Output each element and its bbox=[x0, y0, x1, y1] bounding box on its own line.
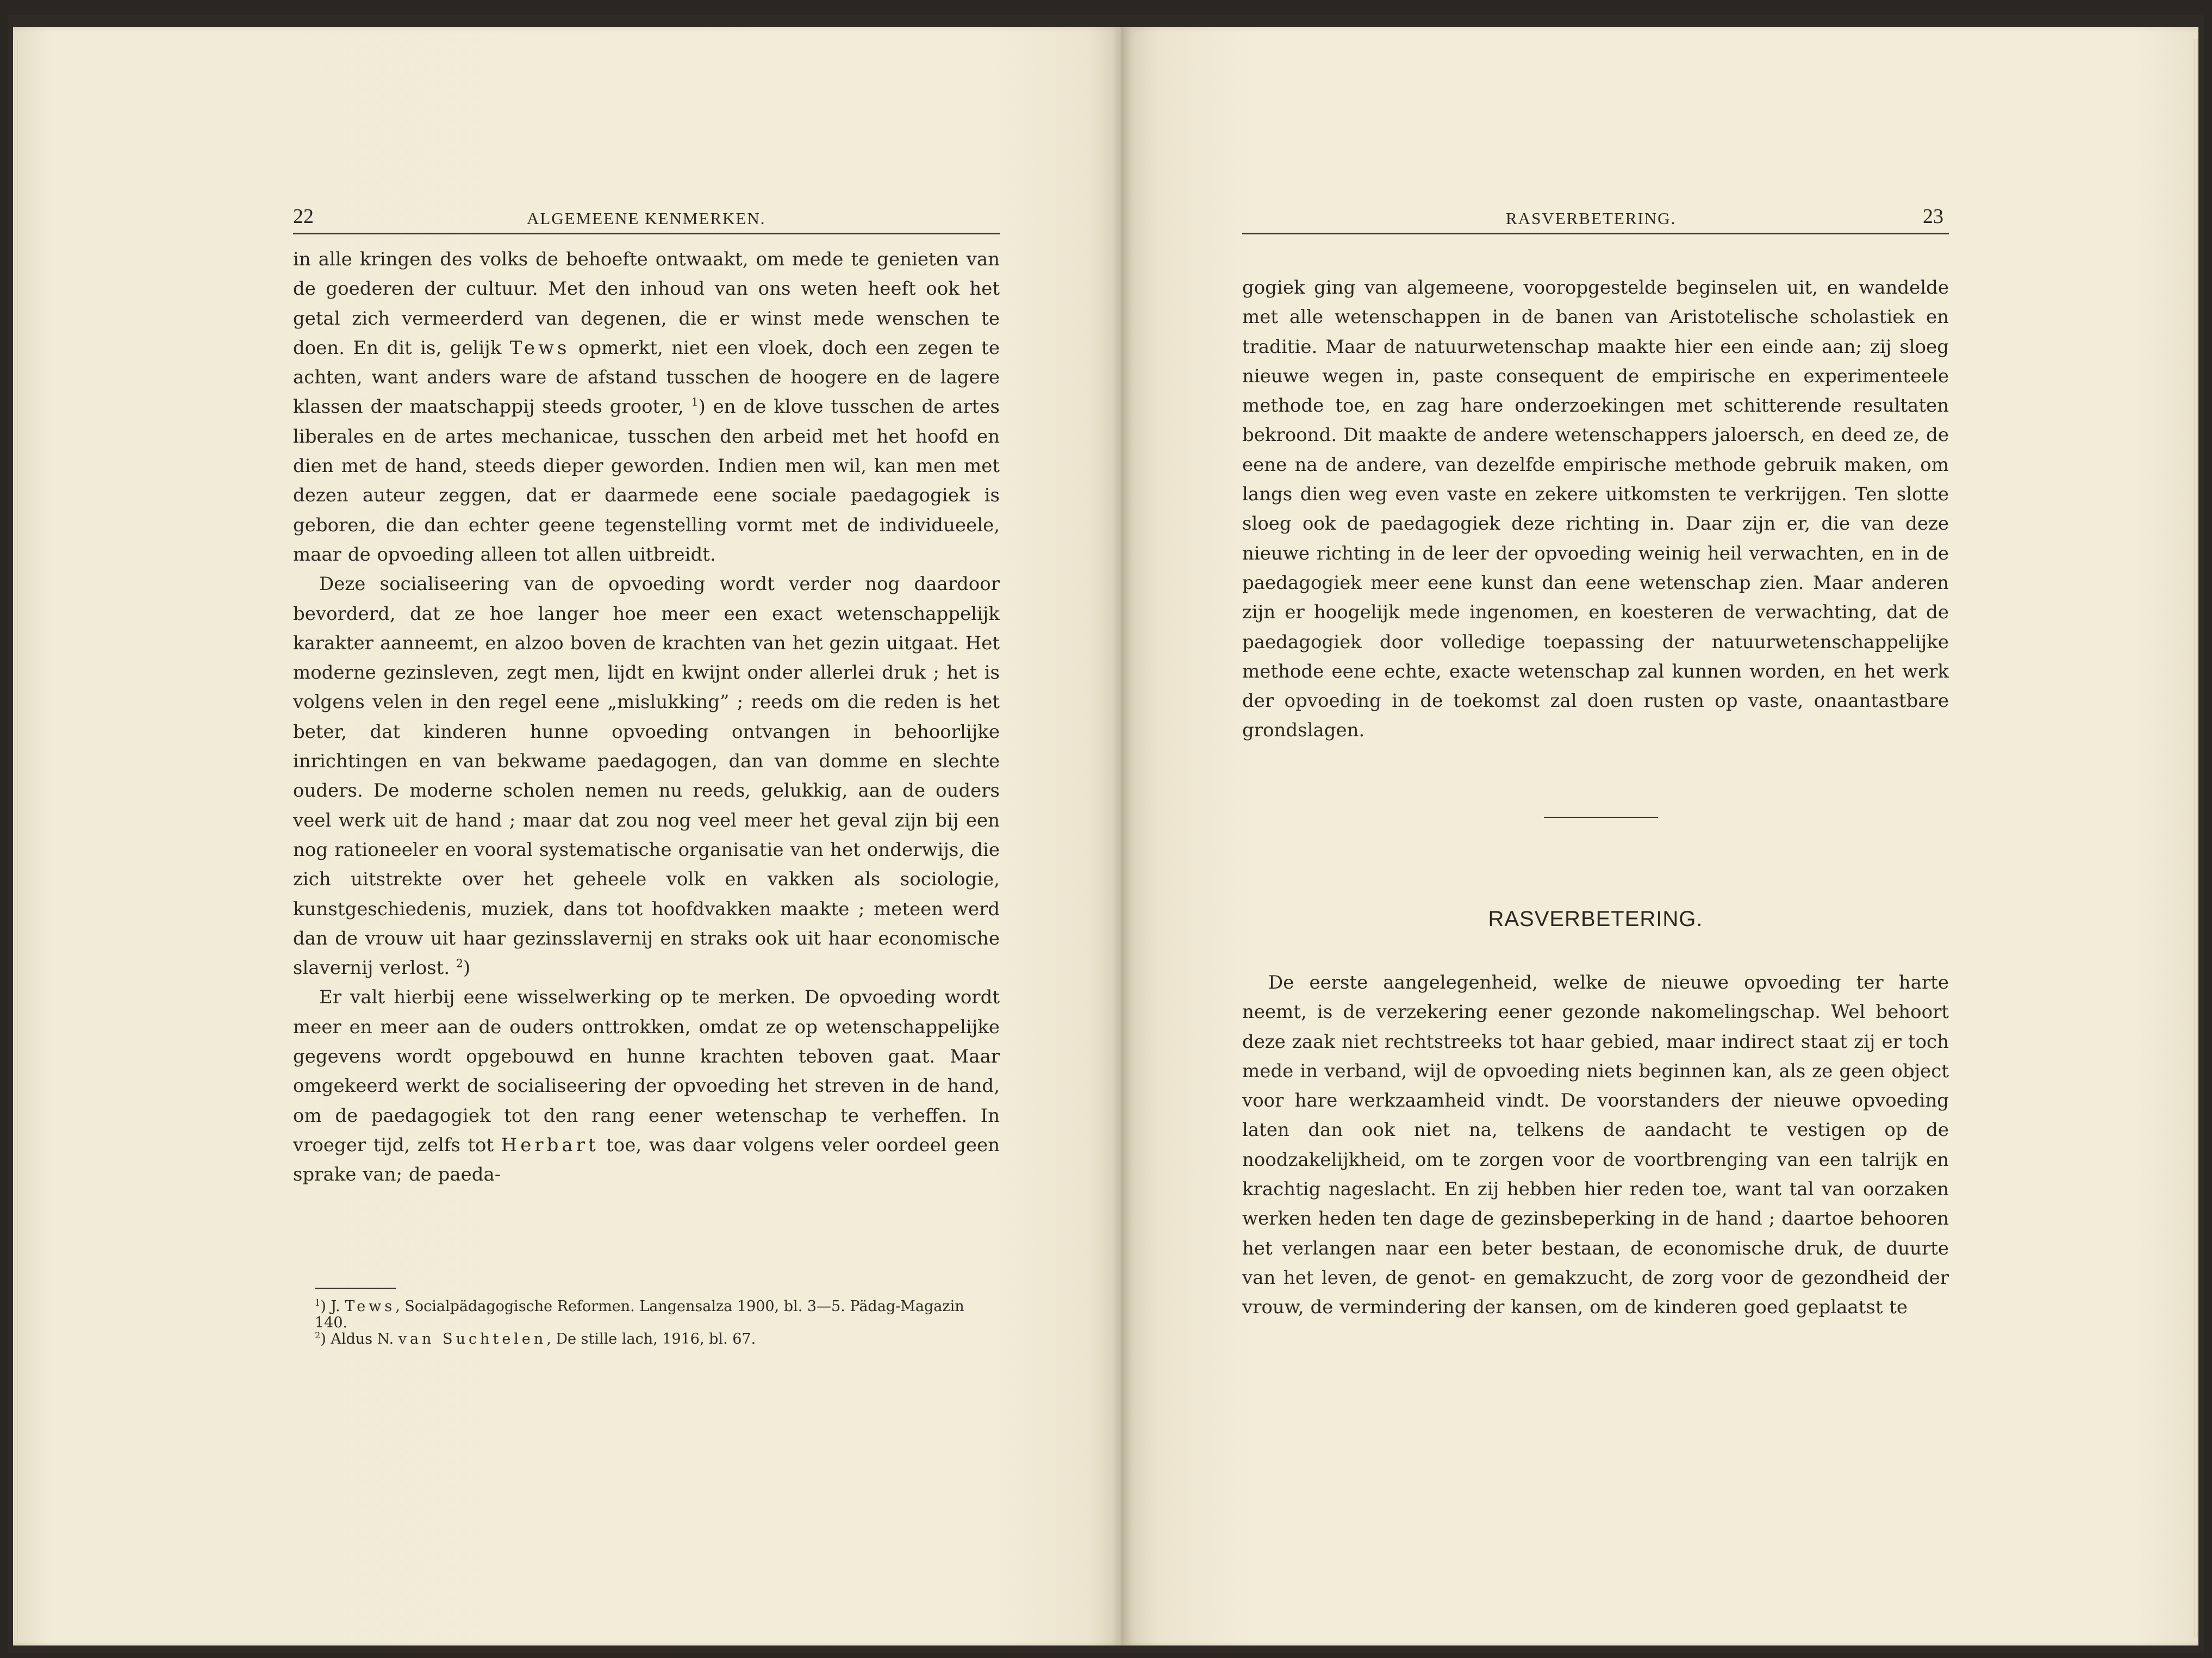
text-run: toe, was daar volgens veler oordeel geen sprake van; de paeda- bbox=[293, 1134, 1000, 1186]
paragraph bbox=[293, 569, 1000, 983]
page-number: 22 bbox=[293, 205, 314, 228]
running-head-right bbox=[1242, 200, 1949, 234]
right-body-text bbox=[1242, 273, 1949, 746]
text-run: ) en de klove tusschen de artes liberales en de artes mechanicae, tusschen den arbeid met het hoofd en dien met de hand, steeds dieper geworden. Indien men wil, kan men met dezen auteur zeggen, dat er daarmede eene sociale paedagogiek is geboren, die dan echter geene tegenstelling vormt met de individueele, maar de opvoeding alleen tot allen uitbreidt. bbox=[293, 396, 1000, 566]
text-run: Deze socialiseering van de opvoeding wordt verder nog daardoor bevorderd, dat ze hoe langer hoe meer een exact wetenschappelijk karakter aanneemt, en alzoo boven de krachten van het gezin uitgaat. Het moderne gezinsleven, zegt men, lijdt en kwijnt onder allerlei druk ; het is volgens velen in den regel eene „mislukking” ; reeds om die reden is het beter, dat kinderen hunne opvoeding ontvangen in behoorlijke inrichtingen en van bekwame paedagogen, dan van domme en slechte ouders. De moderne scholen nemen nu reeds, gelukkig, aan de ouders veel werk uit de hand ; maar dat zou nog veel meer het geval zijn bij een nog rationeeler en vooral systematische organisatie van het onderwijs, die zich uitstrekte over het geheele volk en vakken als sociologie, kunstgeschiedenis, muziek, dans tot hoofdvakken maakte ; meteen werd dan de vrouw uit haar gezinsslavernij en straks ook uit haar economische slavernij verlost. bbox=[293, 573, 1000, 979]
footnote-marker: 1 bbox=[691, 396, 699, 409]
running-head-left bbox=[293, 200, 1000, 234]
page-edge bbox=[13, 39, 18, 1638]
left-page bbox=[13, 27, 1120, 1645]
text-run: gogiek ging van algemeene, vooropgestelde beginselen uit, en wandelde met alle wetenschappen in de banen van Aristotelische scholastiek en traditie. Maar de natuurwetenschap maakte hier een einde aan; zij sloeg nieuwe wegen in, paste consequent de empirische en experimenteele methode toe, en zag hare onderzoekingen met schitterende resultaten bekroond. Dit maakte de andere wetenschappers jaloersch, en deed ze, de eene na de andere, van dezelfde empirische methode gebruik maken, om langs dien weg even vaste en zekere uitkomsten te verkrijgen. Ten slotte sloeg ook de paedagogiek deze richting in. Daar zijn er, die van deze nieuwe richting in de leer der opvoeding weinig heil verwachten, en in de paedagogiek meer eene kunst dan eene wetenschap zien. Maar anderen zijn er hoogelijk mede ingenomen, en koesteren de verwachting, dat de paedagogiek door volledige toepassing der natuurwetenschappelijke methode eene echte, exacte wetenschap zal kunnen worden, en het werk der opvoeding in de toekomst zal doen rusten op vaste, onaantastbare grondslagen. bbox=[1242, 277, 1949, 742]
footnote-marker: 2 bbox=[315, 1330, 321, 1340]
footnote-rule bbox=[315, 1288, 396, 1289]
paragraph bbox=[293, 245, 1000, 569]
text-run: De eerste aangelegenheid, welke de nieuwe opvoeding ter harte neemt, is de verzekering eener gezonde nakomelingschap. Wel behoort deze zaak niet rechtstreeks tot haar gebied, maar indirect staat zij er toch mede in verband, wijl de opvoeding niets beginnen kan, als ze geen object voor hare werkzaamheid vindt. De voorstanders der nieuwe opvoeding laten dan ook niet na, telkens de aandacht te vestigen op de noodzakelijkheid, om te zorgen voor de voortbrenging van een talrijk en krachtig nageslacht. En zij hebben hier reden toe, want tal van oorzaken werken heden ten dage de gezinsbeperking in de hand ; daartoe behooren het verlangen naar een beter bestaan, de economische druk, de duurte van het leven, de genot- en gemakzucht, de zorg voor de gezondheid der vrouw, de vermindering der kansen, om de kinderen goed geplaatst te bbox=[1242, 972, 1949, 1319]
section-body-text bbox=[1242, 968, 1949, 1322]
text-run: ) Aldus N. bbox=[320, 1331, 398, 1347]
text-run: in alle kringen des volks de behoefte ontwaakt, om mede te genieten van de goederen der cultuur. Met den inhoud van ons weten heeft ook het getal zich vermeerderd van degenen, die er winst mede wenschen te doen. En dit is, gelijk bbox=[293, 249, 1000, 359]
text-run: ) J. bbox=[320, 1298, 345, 1315]
right-page bbox=[1125, 27, 2198, 1645]
text-run: ) bbox=[463, 957, 471, 979]
section-title: RASVERBETERING. bbox=[1488, 907, 1703, 931]
spaced-name: Herbart bbox=[501, 1134, 599, 1156]
spaced-name: Tews bbox=[345, 1298, 396, 1315]
paragraph bbox=[293, 983, 1000, 1189]
footnote-marker: 2 bbox=[456, 957, 463, 970]
running-head-title: RASVERBETERING. bbox=[1506, 209, 1677, 228]
open-book bbox=[8, 15, 2204, 1653]
left-body-text bbox=[293, 245, 1000, 1190]
text-run: , De stille lach, 1916, bl. 67. bbox=[546, 1331, 756, 1347]
text-run: , Socialpädagogische Reformen. Langensalza 1900, bl. 3—5. Pädag-Magazin 140. bbox=[315, 1298, 964, 1331]
footnotes bbox=[315, 1299, 1000, 1347]
text-run: opmerkt, niet een vloek, doch een zegen te achten, want anders ware de afstand tusschen de hoogere en de lagere klassen der maatschappij steeds grooter, bbox=[293, 337, 1000, 418]
paragraph bbox=[1242, 273, 1949, 746]
text-run: Er valt hierbij eene wisselwerking op te merken. De opvoeding wordt meer en meer aan de ouders onttrokken, omdat ze op wetenschappelijke gegevens wordt opgebouwd en hunne krachten teboven gaat. Maar omgekeerd werkt de socialiseering der opvoeding het streven in de hand, om de paedagogiek tot den rang eener wetenschap te verheffen. In vroeger tijd, zelfs tot bbox=[293, 986, 1000, 1156]
running-head-title: ALGEMEENE KENMERKEN. bbox=[527, 209, 766, 228]
page-number: 23 bbox=[1923, 205, 1943, 228]
page-edge bbox=[2193, 39, 2198, 1638]
paragraph bbox=[315, 1299, 1000, 1331]
paragraph bbox=[1242, 968, 1949, 1322]
paragraph bbox=[315, 1331, 1000, 1347]
section-divider bbox=[1544, 817, 1658, 818]
spaced-name: van Suchtelen bbox=[398, 1331, 547, 1347]
footnote-marker: 1 bbox=[315, 1297, 321, 1308]
spaced-name: Tews bbox=[509, 337, 570, 359]
